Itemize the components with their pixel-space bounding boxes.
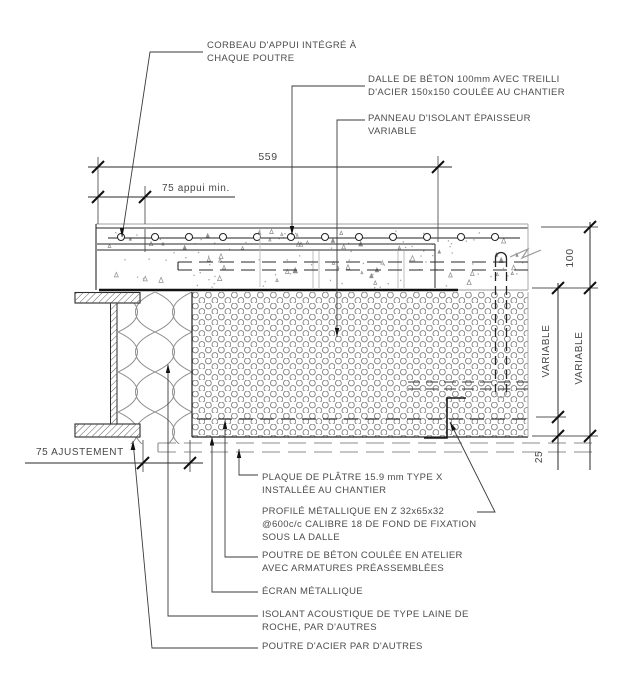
callout-panneau — [368, 112, 531, 138]
callout-isolant-line1: ISOLANT ACOUSTIQUE DE TYPE LAINE DE — [262, 609, 469, 620]
callout-panneau-line1: PANNEAU D'ISOLANT ÉPAISSEUR — [368, 113, 531, 124]
callout-corbeau-line1: CORBEAU D'APPUI INTÉGRÉ À — [207, 40, 357, 51]
callout-poutre-acier-line1: POUTRE D'ACIER PAR D'AUTRES — [262, 641, 423, 652]
callout-plaque — [262, 471, 443, 497]
dim-bearing: 75 appui min. — [162, 183, 230, 194]
callout-poutre-beton-line2: AVEC ARMATURES PRÉASSEMBLÉES — [262, 563, 445, 574]
callout-plaque-line1: PLAQUE DE PLÂTRE 15.9 mm TYPE X — [262, 472, 443, 483]
leader-plaque — [239, 449, 258, 475]
leader-poutre-beton — [225, 421, 258, 557]
dim-slab-thickness-100: 100 — [564, 248, 576, 268]
callout-poutre-acier — [262, 640, 423, 653]
callout-dalle-line1: DALLE DE BÉTON 100mm AVEC TREILLI — [368, 74, 560, 85]
concrete-slab — [96, 224, 541, 290]
leader-ecran — [212, 438, 258, 592]
callout-poutre-beton — [262, 549, 463, 575]
callout-isolant-line2: ROCHE, PAR D'AUTRES — [262, 622, 377, 633]
callout-panneau-line2: VARIABLE — [368, 126, 417, 137]
callout-profile-line2: @600c/c CALIBRE 18 DE FOND DE FIXATION — [262, 519, 477, 530]
dim-gap-25: 25 — [534, 450, 545, 464]
dim-variable-outer: VARIABLE — [574, 331, 585, 385]
callout-ecran-line1: ÉCRAN MÉTALLIQUE — [262, 586, 363, 597]
insulation-panel — [192, 292, 528, 437]
leader-corbeau — [122, 52, 203, 237]
callout-profile-line1: PROFILÉ MÉTALLIQUE EN Z 32x65x32 — [262, 506, 445, 517]
callout-isolant — [262, 608, 469, 634]
callout-corbeau-line2: CHAQUE POUTRE — [207, 53, 295, 64]
callout-poutre-beton-line1: POUTRE DE BÉTON COULÉE EN ATELIER — [262, 550, 463, 561]
callout-ecran — [262, 585, 363, 598]
leader-dalle — [292, 86, 365, 235]
callout-profile — [262, 505, 476, 544]
callout-profile-line3: SOUS LA DALLE — [262, 532, 340, 543]
dim-adjustment: 75 AJUSTEMENT — [36, 447, 124, 458]
rockwool-insulation — [118, 292, 192, 444]
callout-dalle-line2: D'ACIER 150x150 COULÉE AU CHANTIER — [368, 87, 565, 98]
dim-variable-inner: VARIABLE — [541, 324, 552, 378]
callout-dalle — [368, 73, 565, 99]
dim-span-559: 559 — [258, 151, 278, 163]
callout-corbeau — [207, 39, 356, 65]
callout-plaque-line2: INSTALLÉE AU CHANTIER — [262, 485, 387, 496]
